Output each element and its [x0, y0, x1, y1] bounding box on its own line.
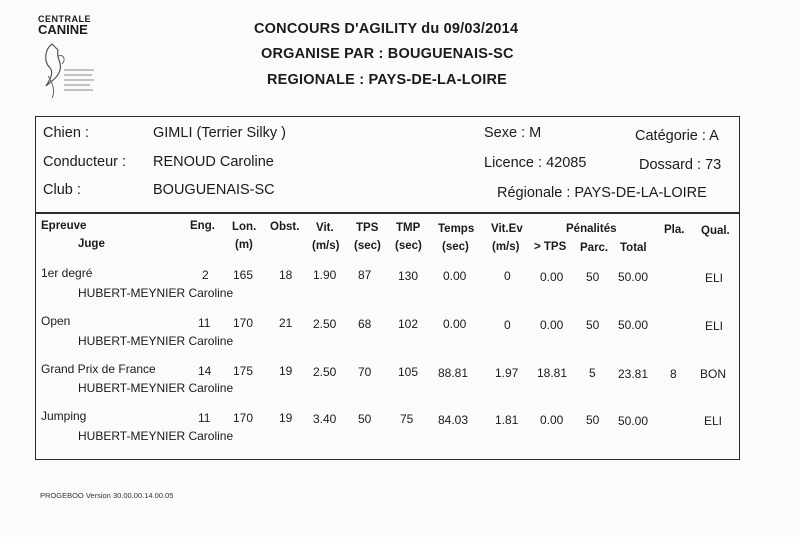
row1-vitev: 0	[504, 269, 511, 283]
th-qual: Qual.	[701, 225, 730, 237]
row2-vit: 2.50	[313, 317, 337, 331]
categorie: Catégorie : A	[635, 128, 719, 144]
dossard: Dossard : 73	[639, 157, 722, 173]
th-pen-parc: Parc.	[580, 242, 609, 254]
th-temps: Temps	[438, 223, 475, 235]
th-tps: TPS	[356, 222, 379, 234]
header-line3: REGIONALE : PAYS-DE-LA-LOIRE	[267, 72, 508, 88]
chien-value: GIMLI (Terrier Silky )	[153, 125, 286, 141]
th-obst: Obst.	[270, 221, 300, 233]
row2-eng: 11	[198, 316, 211, 330]
sexe: Sexe : M	[484, 125, 542, 141]
th-tps-unit: (sec)	[354, 240, 381, 252]
th-pen-total: Total	[620, 242, 647, 254]
th-vitev: Vit.Ev	[491, 223, 523, 235]
th-pen-tps: > TPS	[534, 241, 567, 253]
th-tmp-unit: (sec)	[395, 240, 422, 252]
row2-epreuve: Open	[41, 314, 71, 328]
row4-total: 50.00	[618, 414, 649, 428]
row4-lon: 170	[233, 411, 254, 425]
row3-tps: 70	[358, 365, 372, 379]
row3-juge: HUBERT-MEYNIER Caroline	[78, 381, 234, 395]
row2-total: 50.00	[618, 318, 649, 332]
th-eng: Eng.	[190, 220, 215, 232]
row3-qual: BON	[700, 367, 727, 381]
th-vitev-unit: (m/s)	[492, 241, 520, 253]
row2-pen-parc: 50	[586, 318, 600, 332]
club-label: Club :	[43, 182, 81, 198]
row1-temps: 0.00	[443, 269, 467, 283]
row1-tmp: 130	[398, 269, 419, 283]
row1-pen-tps: 0.00	[540, 270, 564, 284]
logo	[38, 15, 100, 107]
conducteur-label: Conducteur :	[43, 154, 127, 170]
software-version: PROGEBOO Version 30.00.00.14.00.05	[40, 491, 174, 500]
th-epreuve: Epreuve	[41, 220, 87, 232]
row4-juge: HUBERT-MEYNIER Caroline	[78, 429, 234, 443]
row1-obst: 18	[279, 268, 293, 282]
th-lon: Lon.	[232, 221, 257, 233]
row3-vitev: 1.97	[495, 366, 519, 380]
row1-lon: 165	[233, 268, 254, 282]
row1-qual: ELI	[705, 271, 724, 285]
th-penalites: Pénalités	[566, 223, 617, 235]
row4-temps: 84.03	[438, 413, 469, 427]
row3-eng: 14	[198, 364, 212, 378]
conducteur-value: RENOUD Caroline	[153, 154, 274, 170]
row1-vit: 1.90	[313, 268, 337, 282]
th-juge: Juge	[78, 238, 105, 250]
th-vit: Vit.	[316, 222, 334, 234]
row2-juge: HUBERT-MEYNIER Caroline	[78, 334, 234, 348]
row4-pen-tps: 0.00	[540, 413, 564, 427]
row4-vit: 3.40	[313, 412, 337, 426]
row4-qual: ELI	[704, 414, 723, 428]
th-pla: Pla.	[664, 224, 685, 236]
row1-total: 50.00	[618, 270, 649, 284]
row3-pen-tps: 18.81	[537, 366, 568, 380]
dog-emblem-icon	[38, 36, 100, 106]
th-lon-unit: (m)	[235, 239, 253, 251]
row1-juge: HUBERT-MEYNIER Caroline	[78, 286, 234, 300]
row4-obst: 19	[279, 411, 293, 425]
row4-tps: 50	[358, 412, 372, 426]
th-vit-unit: (m/s)	[312, 240, 340, 252]
regionale: Régionale : PAYS-DE-LA-LOIRE	[497, 185, 707, 201]
row3-pen-parc: 5	[589, 366, 596, 380]
row4-vitev: 1.81	[495, 413, 519, 427]
row2-temps: 0.00	[443, 317, 467, 331]
header-line1: CONCOURS D'AGILITY du 09/03/2014	[254, 21, 519, 37]
row3-lon: 175	[233, 364, 254, 378]
row1-eng: 2	[202, 268, 209, 282]
row2-tps: 68	[358, 317, 372, 331]
logo-line1: CENTRALE	[38, 14, 91, 24]
row3-epreuve: Grand Prix de France	[41, 362, 156, 376]
row3-obst: 19	[279, 364, 293, 378]
th-tmp: TMP	[396, 222, 421, 234]
row2-qual: ELI	[705, 319, 724, 333]
header-line2: ORGANISE PAR : BOUGUENAIS-SC	[261, 46, 514, 62]
row2-obst: 21	[279, 316, 293, 330]
row4-pen-parc: 50	[586, 413, 600, 427]
th-temps-unit: (sec)	[442, 241, 469, 253]
row2-lon: 170	[233, 316, 254, 330]
row1-tps: 87	[358, 268, 372, 282]
licence: Licence : 42085	[484, 155, 587, 171]
row2-tmp: 102	[398, 317, 419, 331]
chien-label: Chien :	[43, 125, 89, 141]
row2-vitev: 0	[504, 318, 511, 332]
logo-line2: CANINE	[38, 22, 88, 37]
row3-tmp: 105	[398, 365, 419, 379]
row1-pen-parc: 50	[586, 270, 600, 284]
club-value: BOUGUENAIS-SC	[153, 182, 275, 198]
row3-vit: 2.50	[313, 365, 337, 379]
row4-epreuve: Jumping	[41, 409, 87, 423]
row2-pen-tps: 0.00	[540, 318, 564, 332]
row4-tmp: 75	[400, 412, 414, 426]
row4-eng: 11	[198, 411, 211, 425]
row3-pla: 8	[670, 367, 677, 381]
row3-temps: 88.81	[438, 366, 469, 380]
row3-total: 23.81	[618, 367, 649, 381]
row1-epreuve: 1er degré	[41, 266, 93, 280]
